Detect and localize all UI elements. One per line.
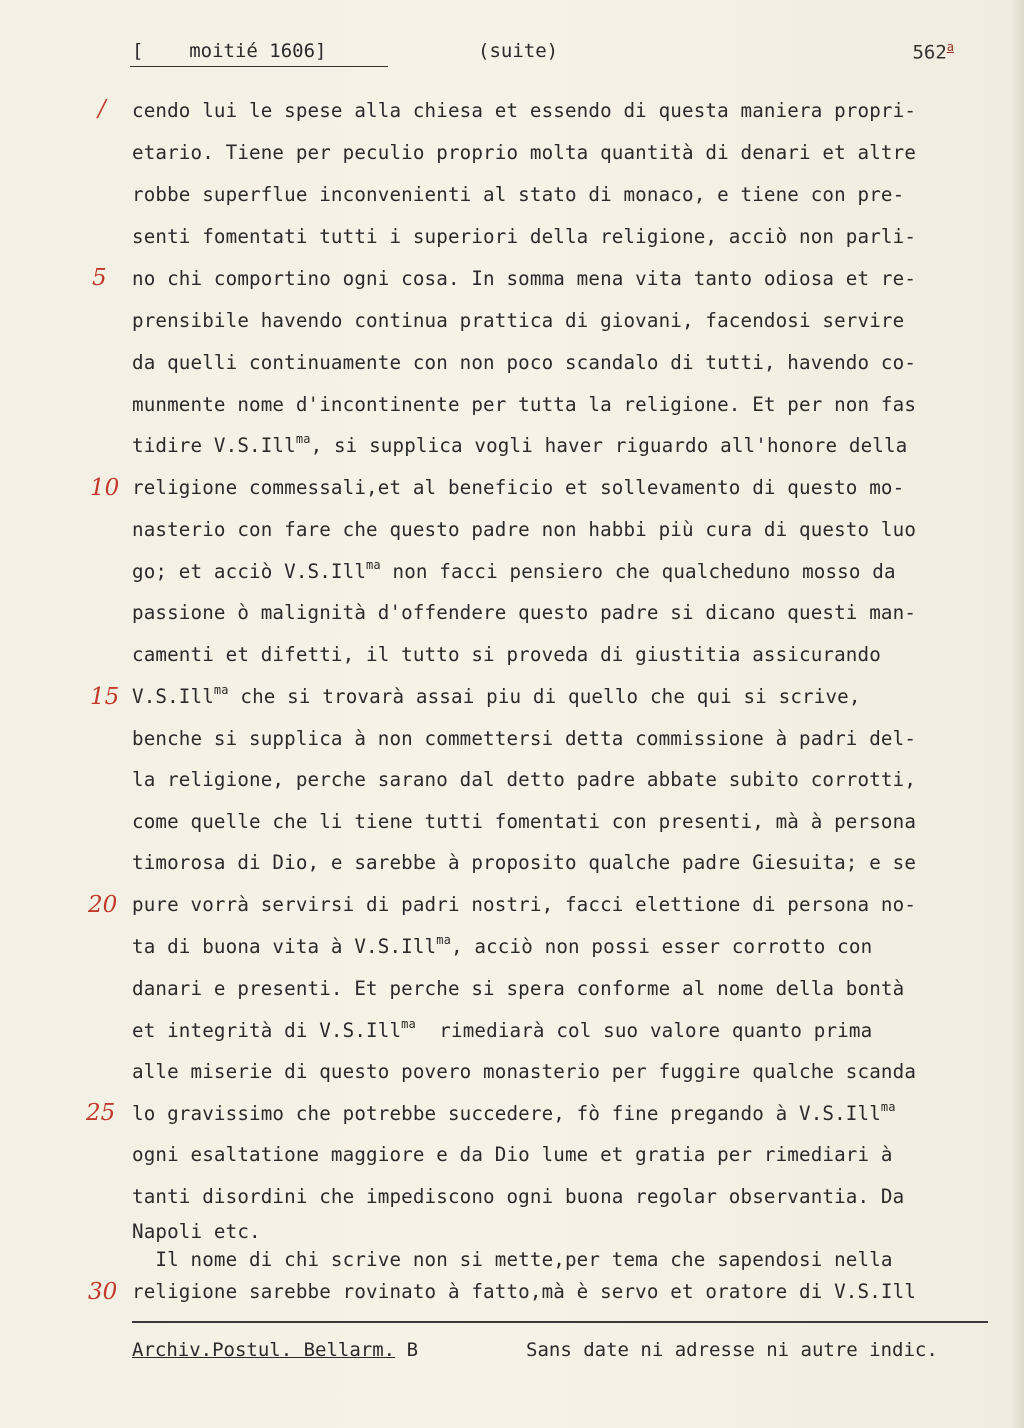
margin-line-mark: 15 [90,684,120,710]
text-line-end: , acciò non possi esser corrotto con [451,935,873,958]
margin-line-mark: 5 [92,265,107,291]
footer-note: Sans date ni adresse ni autre indic. [526,1339,938,1361]
text-line: come quelle che li tiene tutti fomentati con presenti, mà à persona [132,810,917,833]
text-line-end: , si supplica vogli haver riguardo all'honore della [310,434,908,457]
text-line: religione commessali,et al beneficio et sollevamento di questo mo- [132,476,905,499]
text-line: nasterio con fare che questo padre non habbi più cura di questo luo [132,518,917,541]
footer-rule [132,1321,988,1323]
superscript-abbreviation: ma [401,1017,416,1031]
margin-line-mark: 25 [86,1100,116,1126]
text-line-start: go; et acciò V.S.Ill [132,560,367,583]
superscript-abbreviation: ma [436,933,451,947]
text-line: timorosa di Dio, e sarebbe à proposito qualche padre Giesuita; e se [132,851,917,874]
text-line: robbe superflue inconvenienti al stato di monaco, e tiene con pre- [132,183,905,206]
text-line: munmente nome d'incontinente per tutta la religione. Et per non fas [132,393,917,416]
text-line-start: et integrità di V.S.Ill [132,1019,402,1042]
text-line: benche si supplica à non commettersi detta commissione à padri del- [132,727,917,750]
margin-line-mark: 30 [88,1279,118,1305]
text-line: religione sarebbe rovinato à fatto,mà è servo et oratore di V.S.Ill [132,1280,917,1303]
header-continuation: (suite) [478,40,559,62]
text-line: prensibile havendo continua prattica di giovani, facendosi servire [132,309,905,332]
text-line-end: che si trovarà assai piu di quello che qui si scrive, [228,685,861,708]
margin-line-mark: 20 [88,892,118,918]
superscript-abbreviation: ma [880,1100,896,1114]
footer-archive-letter: B [406,1339,419,1361]
text-line: la religione, perche sarano dal detto padre abbate subito corrotti, [132,768,917,791]
text-line: da quelli continuamente con non poco scandalo di tutti, havendo co- [132,351,917,374]
text-line: danari e presenti. Et perche si spera conforme al nome della bontà [132,977,905,1000]
text-line [132,935,872,959]
text-line: pure vorrà servirsi di padri nostri, facci elettione di persona no- [132,893,917,916]
text-line [132,685,861,709]
page-edge-shadow [1010,0,1024,1428]
text-line: passione ò malignità d'offendere questo padre si dicano questi man- [132,601,917,624]
text-line [132,1102,896,1126]
text-line [132,1019,872,1043]
text-line [132,434,907,458]
margin-line-mark: 10 [90,475,120,501]
text-line: alle miserie di questo povero monasterio per fuggire qualche scanda [132,1060,917,1083]
page-number-value: 562 [912,41,947,64]
text-line: tanti disordini che impediscono ogni buona regolar observantia. Da [132,1185,905,1208]
text-line [132,560,896,584]
footer-archive [132,1339,418,1361]
text-line-end: non facci pensiero che qualcheduno mosso da [380,560,896,583]
text-line: senti fomentati tutti i superiori della religione, acciò non parli- [132,225,917,248]
text-line-end: rimediarà col suo valore quanto prima [415,1019,873,1042]
header-reference: [ moitié 1606] [132,40,327,62]
superscript-abbreviation: ma [213,683,229,697]
text-line-start: lo gravissimo che potrebbe succedere, fò fine pregando à V.S.Ill [132,1102,881,1125]
text-line-start: ta di buona vita à V.S.Ill [132,935,437,958]
text-line: etario. Tiene per peculio proprio molta quantità di denari et altre [132,141,917,164]
text-line: ogni esaltatione maggiore e da Dio lume et gratia per rimediari à [132,1143,893,1166]
page-number-suffix: a [946,40,954,54]
text-line: camenti et difetti, il tutto si proveda di giustitia assicurando [132,643,881,666]
text-line: cendo lui le spese alla chiesa et essendo di questa maniera propri- [132,99,917,122]
margin-line-mark: / [98,96,106,122]
page-header [130,36,990,70]
superscript-abbreviation: ma [295,432,311,446]
footer-archive-name: Archiv.Postul. Bellarm. [132,1339,396,1361]
text-line-start: tidire V.S.Ill [132,434,296,457]
text-line: no chi comportino ogni cosa. In somma mena vita tanto odiosa et re- [132,267,917,290]
text-line-start: V.S.Ill [132,685,214,708]
superscript-abbreviation: ma [366,558,381,572]
page-number [912,40,954,63]
header-underline [130,66,388,67]
text-line: Il nome di chi scrive non si mette,per tema che sapendosi nella [132,1248,893,1271]
text-line: Napoli etc. [132,1220,261,1243]
